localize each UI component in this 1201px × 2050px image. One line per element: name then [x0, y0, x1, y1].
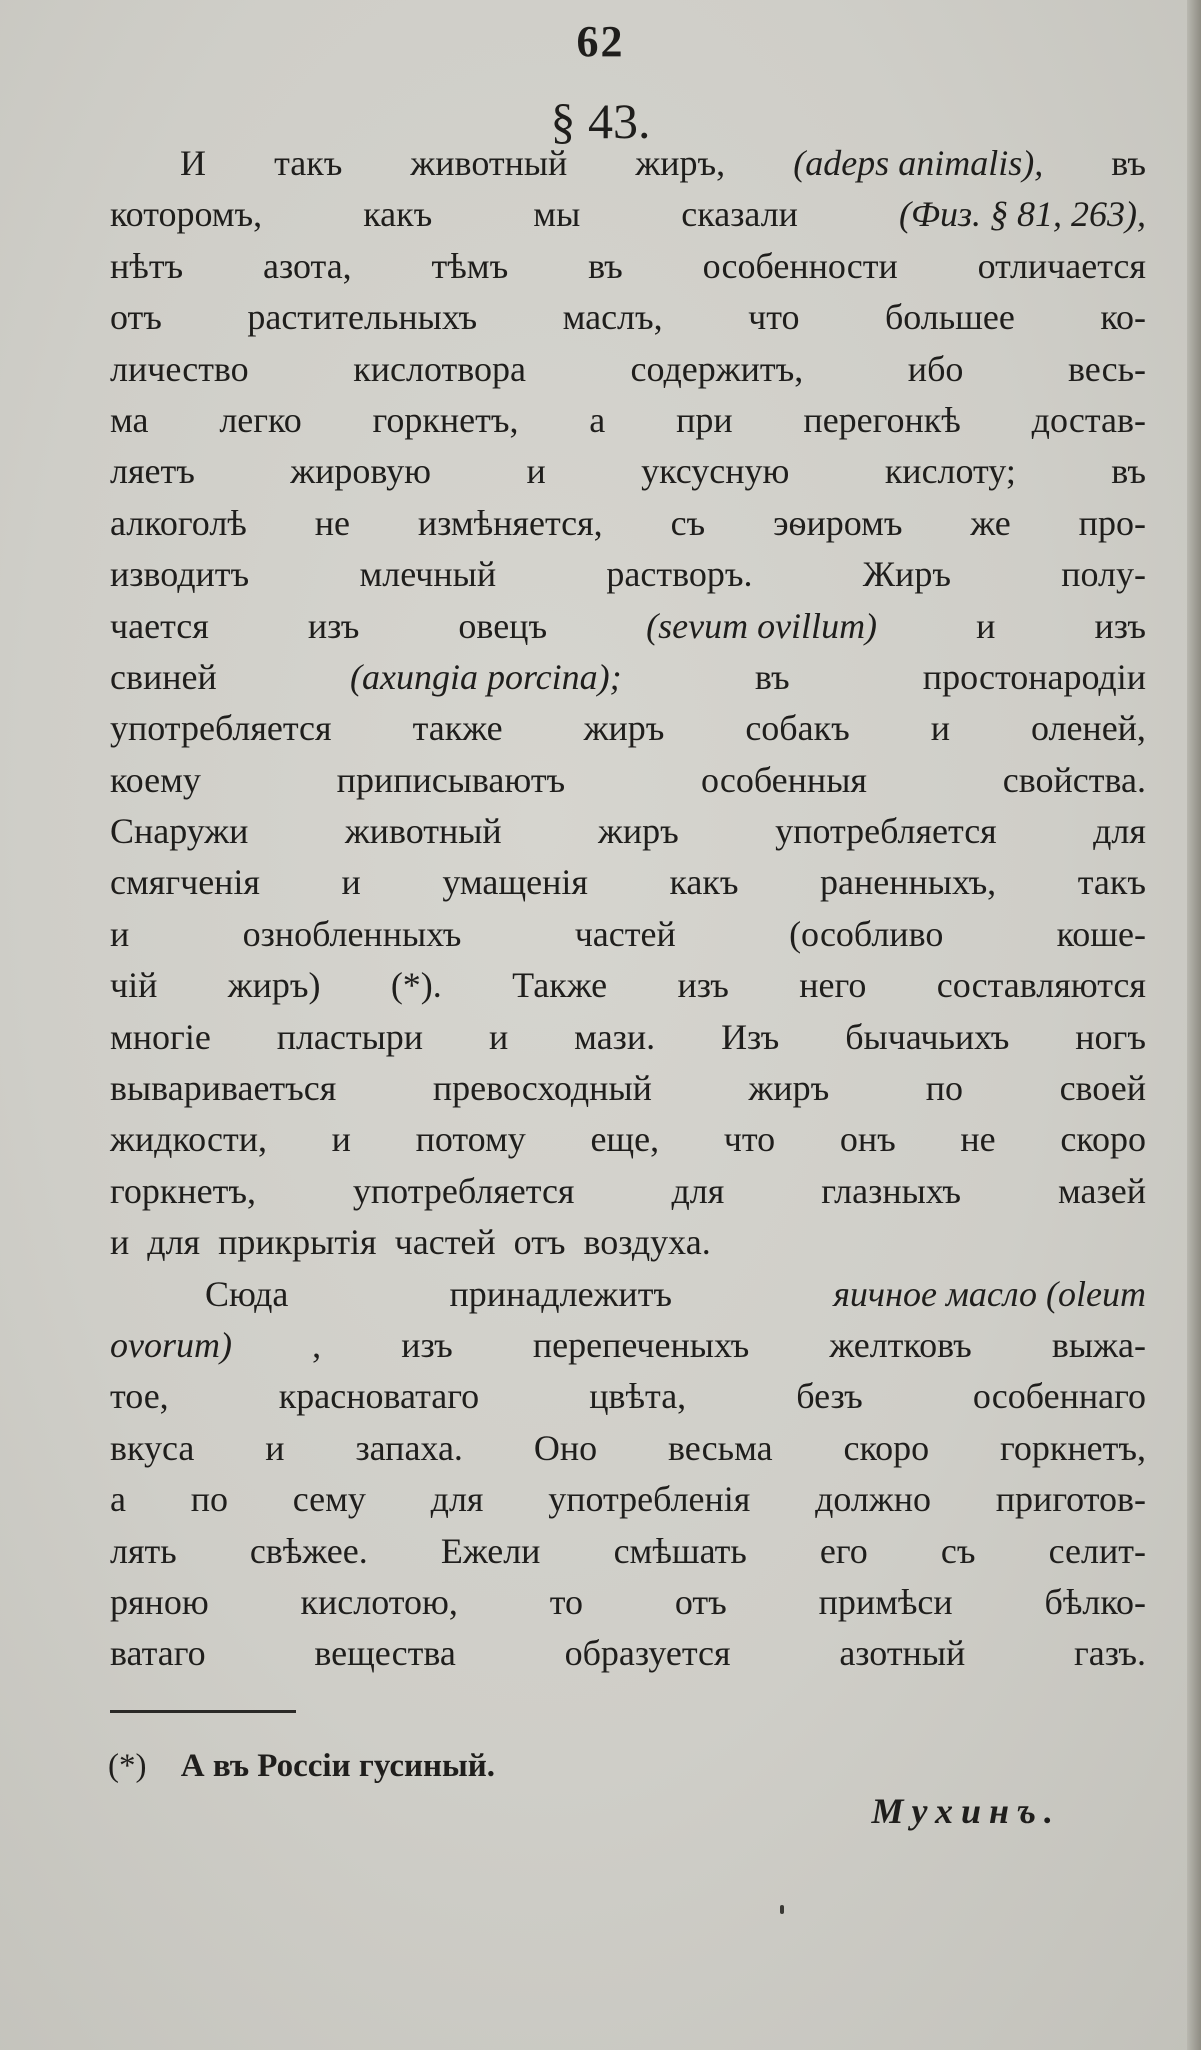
word: маслъ, — [562, 297, 663, 338]
word: весь- — [1067, 348, 1146, 389]
word: въ — [588, 245, 623, 286]
word: отличается — [977, 245, 1146, 286]
word: простонародіи — [922, 656, 1146, 697]
word: скоро — [1060, 1119, 1146, 1160]
word: содержитъ, — [630, 348, 804, 389]
word: что — [723, 1119, 776, 1160]
word: глазныхъ — [821, 1170, 962, 1211]
word: примѣси — [818, 1581, 953, 1622]
word: достав- — [1031, 399, 1146, 440]
text-line — [110, 1269, 1146, 1320]
word: мази. — [574, 1016, 656, 1057]
word: , — [312, 1324, 322, 1365]
word: смѣшать — [613, 1530, 747, 1571]
word: какъ — [669, 862, 739, 903]
word: прикрытія — [218, 1222, 377, 1263]
word: воздуха. — [583, 1222, 711, 1263]
text-line — [110, 1577, 1146, 1628]
word: скоро — [843, 1427, 930, 1468]
word: большее — [884, 297, 1015, 338]
word: ногъ — [1075, 1016, 1146, 1057]
word: перепеченыхъ — [532, 1324, 750, 1365]
word: по — [925, 1068, 964, 1109]
text-line — [110, 909, 1146, 960]
word: своей — [1059, 1068, 1146, 1109]
body-text — [110, 138, 1146, 1680]
word: личество — [110, 348, 249, 389]
italic-term: (sevum ovillum) — [646, 605, 878, 646]
italic-term: яичное масло (oleum — [833, 1273, 1146, 1314]
word: азотный — [839, 1633, 966, 1674]
word: бѣлко- — [1044, 1581, 1146, 1622]
word: то — [549, 1581, 584, 1622]
word: мы — [533, 194, 581, 235]
text-line — [110, 549, 1146, 600]
text-line — [110, 1166, 1146, 1217]
word: запаха. — [355, 1427, 463, 1468]
word: красноватаго — [278, 1376, 480, 1417]
word: перегонкѣ — [803, 399, 961, 440]
word: цвѣта, — [589, 1376, 687, 1417]
word: вкуса — [110, 1427, 195, 1468]
word: бычачьихъ — [845, 1016, 1010, 1057]
word: горкнетъ, — [110, 1170, 256, 1211]
word: составляются — [936, 965, 1146, 1006]
word: особенныя — [700, 759, 867, 800]
text-line — [110, 601, 1146, 652]
word: ма — [110, 399, 149, 440]
word: что — [748, 297, 800, 338]
word: и — [110, 913, 130, 954]
word: должно — [815, 1479, 932, 1520]
word: жиръ, — [635, 143, 726, 183]
word: превосходный — [432, 1068, 652, 1109]
word: частей — [394, 1222, 496, 1263]
word: многіе — [110, 1016, 211, 1057]
text-line — [110, 241, 1146, 292]
word: эѳиромъ — [773, 502, 903, 543]
word: измѣняется, — [417, 502, 603, 543]
word: и — [331, 1119, 351, 1160]
word: изъ — [1094, 605, 1146, 646]
word: и — [488, 1016, 509, 1057]
word: выжа- — [1051, 1324, 1146, 1365]
text-line — [110, 1628, 1146, 1679]
italic-term: (adeps animalis), — [793, 143, 1044, 183]
word: Изъ — [721, 1016, 780, 1057]
word: какъ — [363, 194, 433, 235]
word: такъ — [274, 143, 343, 183]
word: кислотою, — [300, 1581, 458, 1622]
footnote-rule — [110, 1710, 296, 1713]
word: растительныхъ — [247, 297, 478, 338]
word: и — [526, 451, 546, 492]
word: тѣмъ — [431, 245, 509, 286]
word: вывариваетъся — [110, 1068, 337, 1109]
text-line — [110, 1012, 1146, 1063]
word: полу- — [1061, 554, 1146, 595]
word: свойства. — [1002, 759, 1146, 800]
word: безъ — [796, 1376, 863, 1417]
text-line — [110, 1320, 1146, 1371]
word: по — [190, 1479, 228, 1520]
page-number: 62 — [576, 17, 625, 66]
word: животный — [410, 143, 568, 183]
text-line — [110, 189, 1146, 240]
word: растворъ. — [606, 554, 753, 595]
word: животный — [344, 811, 502, 852]
italic-term: (axungia porcina); — [350, 656, 622, 697]
word: чій — [110, 965, 158, 1006]
text-line — [110, 755, 1146, 806]
text-line — [110, 1371, 1146, 1422]
text-line — [110, 960, 1146, 1011]
word: жиръ — [748, 1068, 830, 1109]
word: горкнетъ, — [1000, 1427, 1146, 1468]
word: а — [589, 399, 606, 440]
word: ватаго — [110, 1633, 206, 1674]
word: оленей, — [1030, 708, 1146, 749]
word: (особливо — [789, 913, 944, 954]
footnote-mark: (*) — [108, 1748, 147, 1784]
text-line — [110, 857, 1146, 908]
word: и — [976, 605, 996, 646]
word: приписываютъ — [336, 759, 566, 800]
word: въ — [754, 656, 790, 697]
word: легко — [219, 399, 302, 440]
word: и — [110, 1222, 130, 1263]
word: коше- — [1056, 913, 1146, 954]
word: приготов- — [995, 1479, 1146, 1520]
text-line — [110, 1114, 1146, 1165]
word: въ — [1111, 143, 1146, 183]
word: Также — [512, 965, 608, 1006]
word: селит- — [1048, 1530, 1146, 1571]
word: ибо — [907, 348, 964, 389]
word: изводитъ — [110, 554, 250, 595]
word: про- — [1078, 502, 1146, 543]
word: собакъ — [745, 708, 850, 749]
word: ляетъ — [110, 451, 195, 492]
italic-term: ovorum) — [110, 1324, 232, 1365]
word: Сюда — [205, 1273, 289, 1314]
word: изъ — [401, 1324, 453, 1365]
word: алкоголѣ — [110, 502, 247, 543]
footnote — [108, 1748, 495, 1785]
word: не — [314, 502, 350, 543]
word: свиней — [110, 656, 217, 697]
word: его — [819, 1530, 868, 1571]
word: нѣтъ — [110, 245, 184, 286]
word: весьма — [668, 1427, 773, 1468]
text-line — [110, 498, 1146, 549]
word: употребленія — [548, 1479, 751, 1520]
text-line — [110, 395, 1146, 446]
author-signature: Мухинъ. — [871, 1791, 1061, 1831]
word: при — [676, 399, 733, 440]
word: и — [930, 708, 950, 749]
word: умащенія — [442, 862, 588, 903]
text-line — [110, 806, 1146, 857]
text-line — [110, 703, 1146, 754]
word: раненныхъ, — [820, 862, 997, 903]
word: употребляется — [352, 1170, 575, 1211]
word: жиръ) — [227, 965, 321, 1006]
word: кислоту; — [884, 451, 1016, 492]
word: принадлежитъ — [449, 1273, 673, 1314]
word: мазей — [1058, 1170, 1146, 1211]
word: газъ. — [1074, 1633, 1146, 1674]
word: (*). — [390, 965, 442, 1006]
word: изъ — [677, 965, 729, 1006]
text-line — [110, 1063, 1146, 1114]
word: потому — [415, 1119, 526, 1160]
word: для — [147, 1222, 201, 1263]
word: же — [970, 502, 1011, 543]
word: смягченія — [110, 862, 260, 903]
word: свѣжее. — [249, 1530, 368, 1571]
word: для — [671, 1170, 725, 1211]
word: лять — [110, 1530, 177, 1571]
word: не — [960, 1119, 996, 1160]
word: Снаружи — [110, 811, 249, 852]
word: жиръ — [583, 708, 665, 749]
word: желтковъ — [829, 1324, 972, 1365]
word: коему — [110, 759, 201, 800]
word: него — [799, 965, 867, 1006]
word: горкнетъ, — [372, 399, 519, 440]
word: образуется — [564, 1633, 731, 1674]
word: для — [1093, 811, 1146, 852]
word: тое, — [110, 1376, 169, 1417]
word: и — [265, 1427, 285, 1468]
word: употребляется — [110, 708, 332, 749]
italic-term: (Физ. § 81, 263), — [899, 194, 1146, 235]
ink-speck — [780, 1905, 784, 1914]
word: употребляется — [775, 811, 997, 852]
word: особеннаго — [972, 1376, 1146, 1417]
word: Ежели — [440, 1530, 541, 1571]
word: кислотвора — [353, 348, 526, 389]
text-line — [110, 344, 1146, 395]
word: млечный — [359, 554, 497, 595]
section-heading: § 43. — [550, 93, 651, 149]
word: такъ — [1077, 862, 1146, 903]
word: жировую — [290, 451, 432, 492]
text-line — [110, 138, 1146, 189]
word: отъ — [110, 297, 162, 338]
word: жиръ — [598, 811, 679, 852]
text-line — [110, 446, 1146, 497]
word: пластыри — [276, 1016, 424, 1057]
word: частей — [574, 913, 676, 954]
word: отъ — [513, 1222, 566, 1263]
text-line — [110, 652, 1146, 703]
word: ряною — [110, 1581, 209, 1622]
word: уксусную — [641, 451, 790, 492]
word: азота, — [263, 245, 352, 286]
word: вещества — [314, 1633, 456, 1674]
word: для — [430, 1479, 484, 1520]
text-line — [110, 1474, 1146, 1525]
word: овецъ — [458, 605, 548, 646]
word: еще, — [590, 1119, 660, 1160]
word: сказали — [681, 194, 798, 235]
text-line — [110, 1526, 1146, 1577]
word: а — [110, 1479, 126, 1520]
word: ко- — [1100, 297, 1146, 338]
word: особенности — [702, 245, 898, 286]
word: въ — [1111, 451, 1146, 492]
word: съ — [670, 502, 706, 543]
word: и — [341, 862, 361, 903]
word: изъ — [307, 605, 360, 646]
word: жидкости, — [110, 1119, 267, 1160]
text-line — [110, 1217, 1146, 1268]
text-line — [110, 1423, 1146, 1474]
page-edge-shadow — [1187, 0, 1201, 2050]
word: которомъ, — [110, 194, 263, 235]
word: Жиръ — [862, 554, 951, 595]
word: также — [412, 708, 503, 749]
word: ознобленныхъ — [242, 913, 462, 954]
text-line — [110, 292, 1146, 343]
word: чается — [110, 605, 209, 646]
word: онъ — [839, 1119, 896, 1160]
word: Оно — [533, 1427, 598, 1468]
word: съ — [940, 1530, 976, 1571]
word: отъ — [674, 1581, 727, 1622]
word: сему — [292, 1479, 366, 1520]
footnote-text: А въ Россіи гусиный. — [180, 1748, 496, 1784]
word: И — [180, 143, 206, 183]
